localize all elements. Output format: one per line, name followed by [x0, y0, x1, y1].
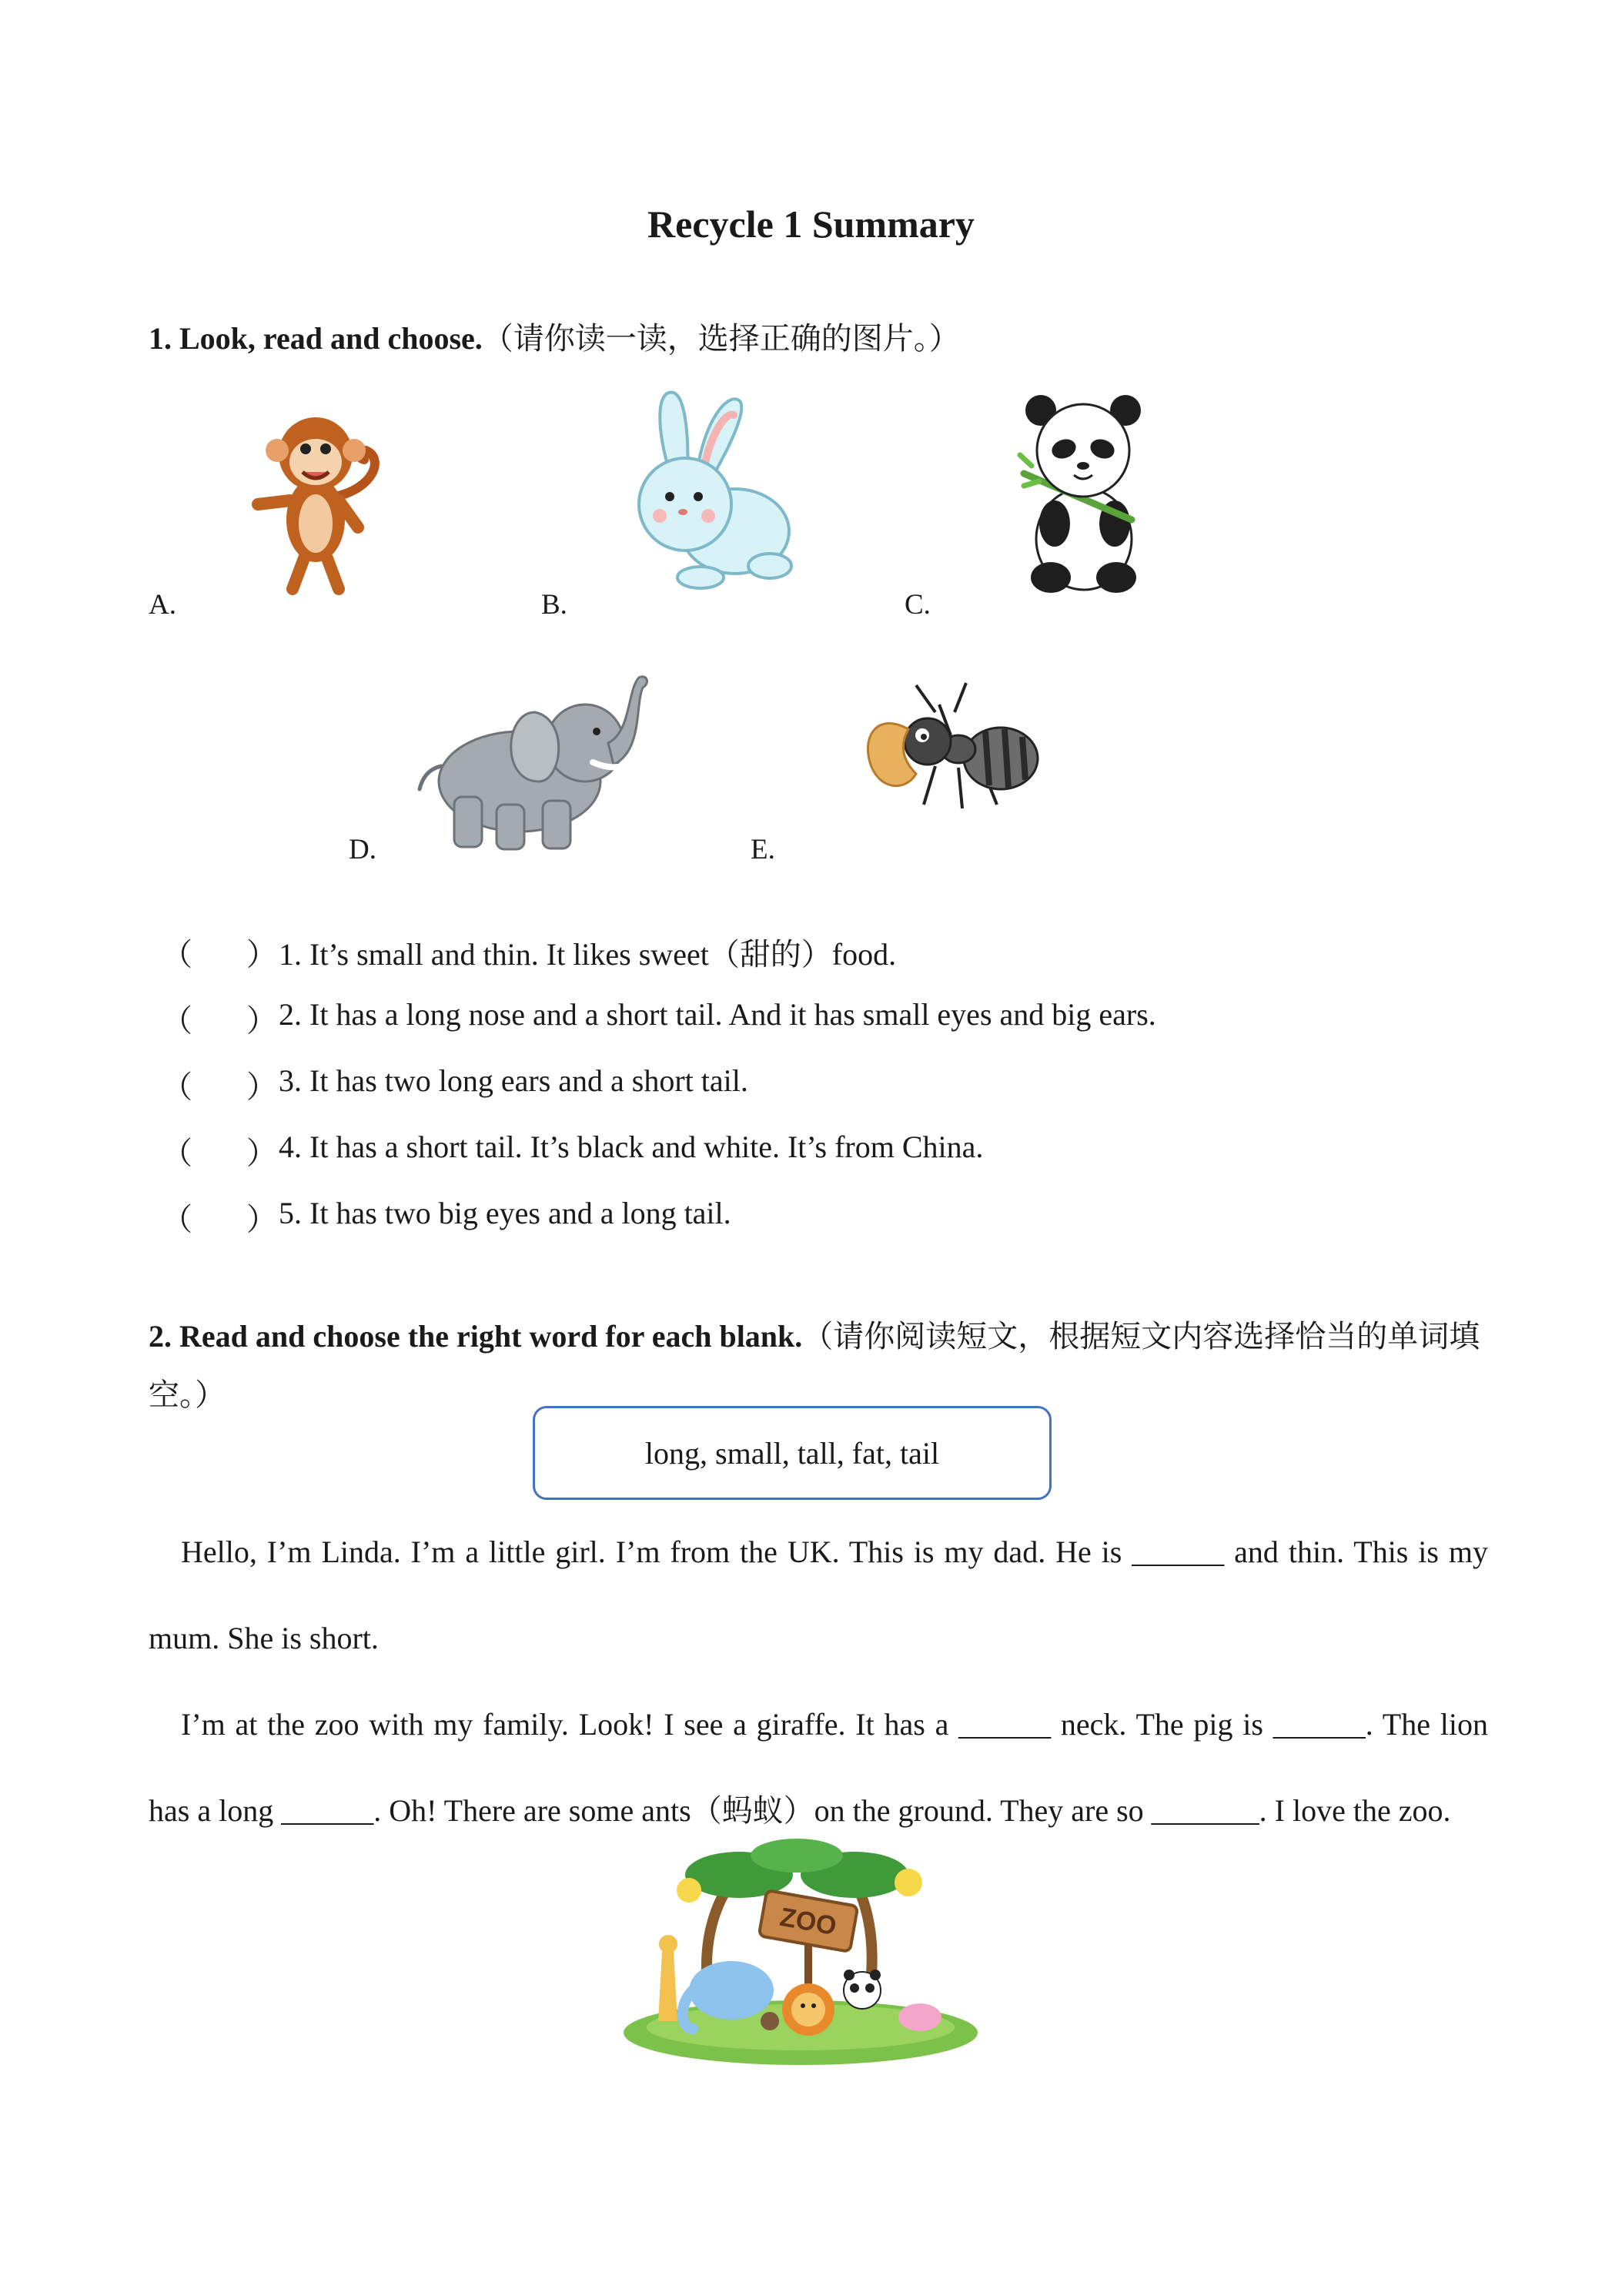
section1-heading-cn: （请你读一读，选择正确的图片。）	[482, 321, 960, 356]
panda-image	[1008, 389, 1155, 604]
page-title: Recycle 1 Summary	[647, 202, 975, 246]
section1-heading-en: 1. Look, read and choose.	[149, 321, 483, 356]
question-text: 3. It has two long ears and a short tail.	[279, 1063, 748, 1098]
answer-paren-open: （	[162, 1069, 192, 1104]
question-text: 2. It has a long nose and a short tail. And it has small eyes and big ears.	[279, 997, 1156, 1032]
rabbit-image	[612, 389, 797, 604]
option-label-d: D.	[349, 834, 376, 865]
answer-paren-open: （	[162, 1003, 192, 1038]
question-text: 5. It has two big eyes and a long tail.	[279, 1196, 731, 1230]
answer-paren-close: ）	[246, 1202, 277, 1237]
question-text: 4. It has a short tail. It’s black and white. It’s from China.	[279, 1130, 984, 1164]
answer-paren-close: ）	[246, 1003, 277, 1038]
zoo-illustration	[616, 1836, 985, 2067]
section2-heading-cn: （请你阅读短文，根据短文内容选择恰当的单词填空。）	[149, 1319, 1480, 1412]
option-label-e: E.	[751, 834, 775, 865]
answer-paren-open: （	[162, 937, 192, 972]
answer-paren-close: ）	[246, 937, 277, 972]
answer-paren-close: ）	[246, 1069, 277, 1104]
word-bank-text: long, small, tall, fat, tail	[644, 1435, 940, 1471]
option-label-b: B.	[541, 589, 567, 621]
section2-heading-en: 2. Read and choose the right word for each blank.	[149, 1319, 803, 1354]
elephant-image	[412, 674, 650, 855]
passage-paragraph-2: I’m at the zoo with my family. Look! I see a giraffe. It has a ______ neck. The pig is ______. The lion has a long ______. Oh! There are some ants（蚂蚁）on the ground. They are so _______. I love the zoo.	[149, 1707, 1488, 1828]
answer-paren-open: （	[162, 1202, 192, 1237]
word-bank-box	[533, 1406, 1052, 1500]
question-text: 1. It’s small and thin. It likes sweet（甜的）food.	[279, 937, 897, 972]
passage-paragraph-1: Hello, I’m Linda. I’m a little girl. I’m from the UK. This is my dad. He is ______ and thin. This is my mum. She is short.	[149, 1535, 1488, 1655]
option-label-a: A.	[149, 589, 176, 621]
option-label-c: C.	[905, 589, 931, 621]
answer-paren-close: ）	[246, 1136, 277, 1170]
answer-paren-open: （	[162, 1136, 192, 1170]
section1-heading	[149, 314, 960, 358]
ant-image	[862, 681, 1043, 820]
zoo-sign-text: ZOO	[778, 1902, 839, 1942]
monkey-image	[242, 404, 389, 601]
